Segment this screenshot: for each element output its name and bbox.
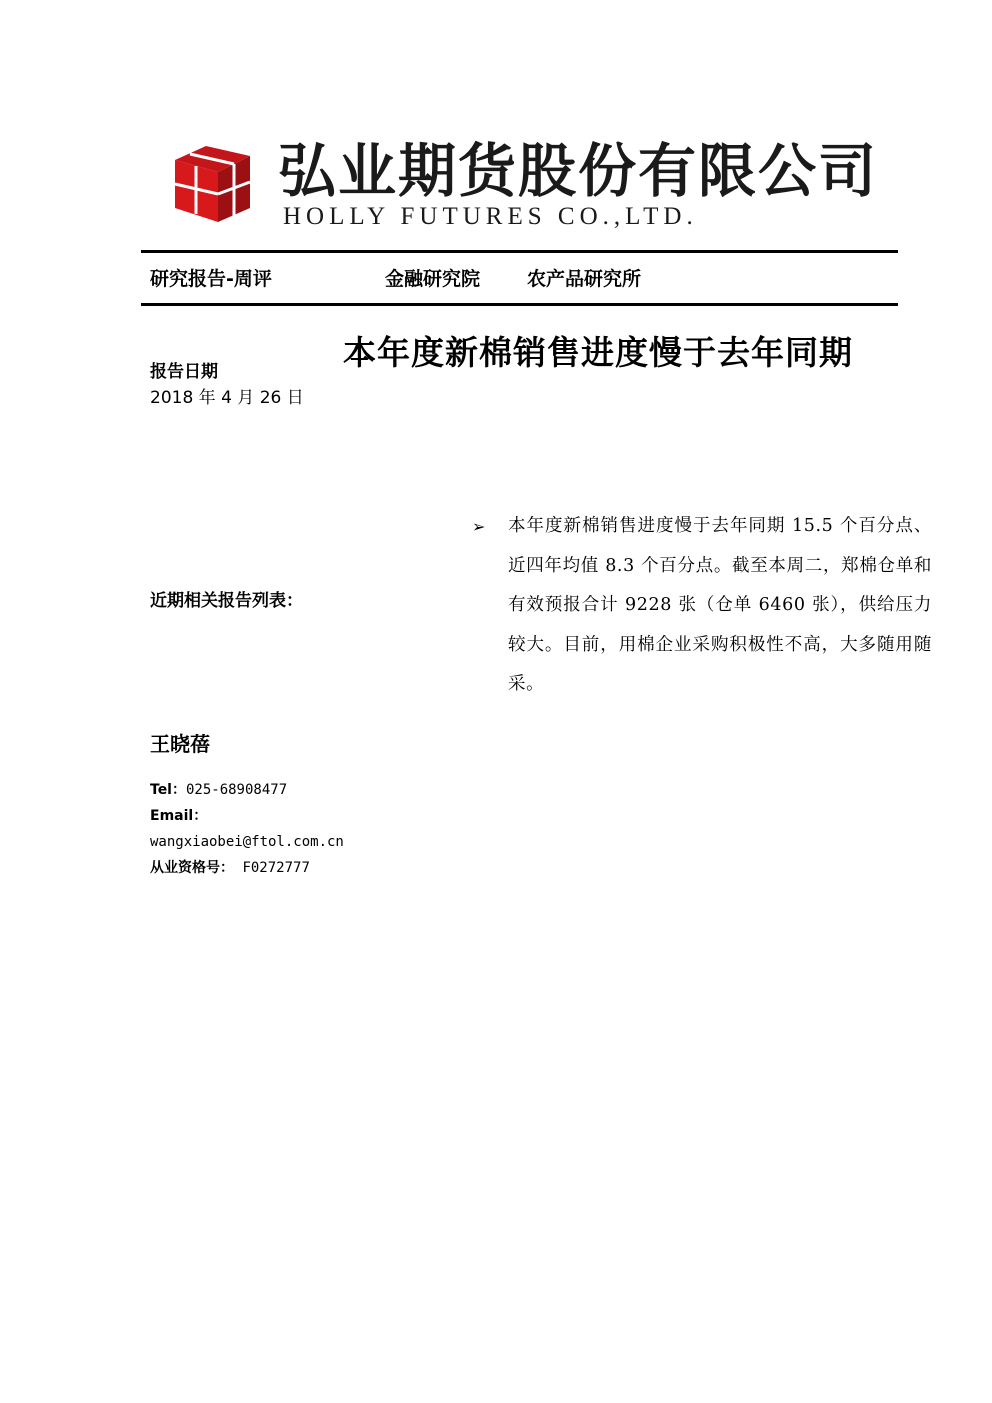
report-title: 本年度新棉销售进度慢于去年同期	[343, 333, 853, 372]
license-value: F0272777	[242, 860, 310, 876]
header-rule-top	[141, 250, 898, 253]
report-date: 2018 年 4 月 26 日	[150, 388, 304, 408]
email-label: Email：	[150, 808, 208, 824]
author-email-label	[150, 804, 207, 828]
report-summary: 本年度新棉销售进度慢于去年同期 15.5 个百分点、近四年均值 8.3 个百分点。截至本周二，郑棉仓单和有效预报合计 9228 张（仓单 6460 张），供给压力较大。目前，用棉企业采购积极性不高，大多随用随采。	[508, 516, 932, 694]
author-name: 王晓蓓	[150, 732, 210, 756]
report-date-label: 报告日期	[150, 362, 218, 382]
tel-label: Tel：	[150, 782, 186, 798]
tel-value: 025-68908477	[185, 782, 288, 798]
institute-finance: 金融研究院	[385, 268, 481, 290]
license-label: 从业资格号：	[150, 860, 234, 876]
author-license	[150, 856, 310, 880]
report-type: 研究报告-周评	[150, 268, 272, 290]
author-tel	[150, 778, 287, 802]
related-reports-label: 近期相关报告列表：	[150, 591, 303, 611]
institute-agriculture: 农产品研究所	[527, 268, 642, 290]
holly-cube-logo-icon	[170, 142, 252, 224]
header-rule-bottom	[141, 303, 898, 306]
company-name-cn: 弘业期货股份有限公司	[278, 137, 879, 205]
arrow-bullet-icon: ➢	[472, 517, 486, 536]
author-email[interactable]: wangxiaobei@ftol.com.cn	[150, 834, 344, 850]
company-name-en: HOLLY FUTURES CO.,LTD.	[283, 203, 698, 230]
